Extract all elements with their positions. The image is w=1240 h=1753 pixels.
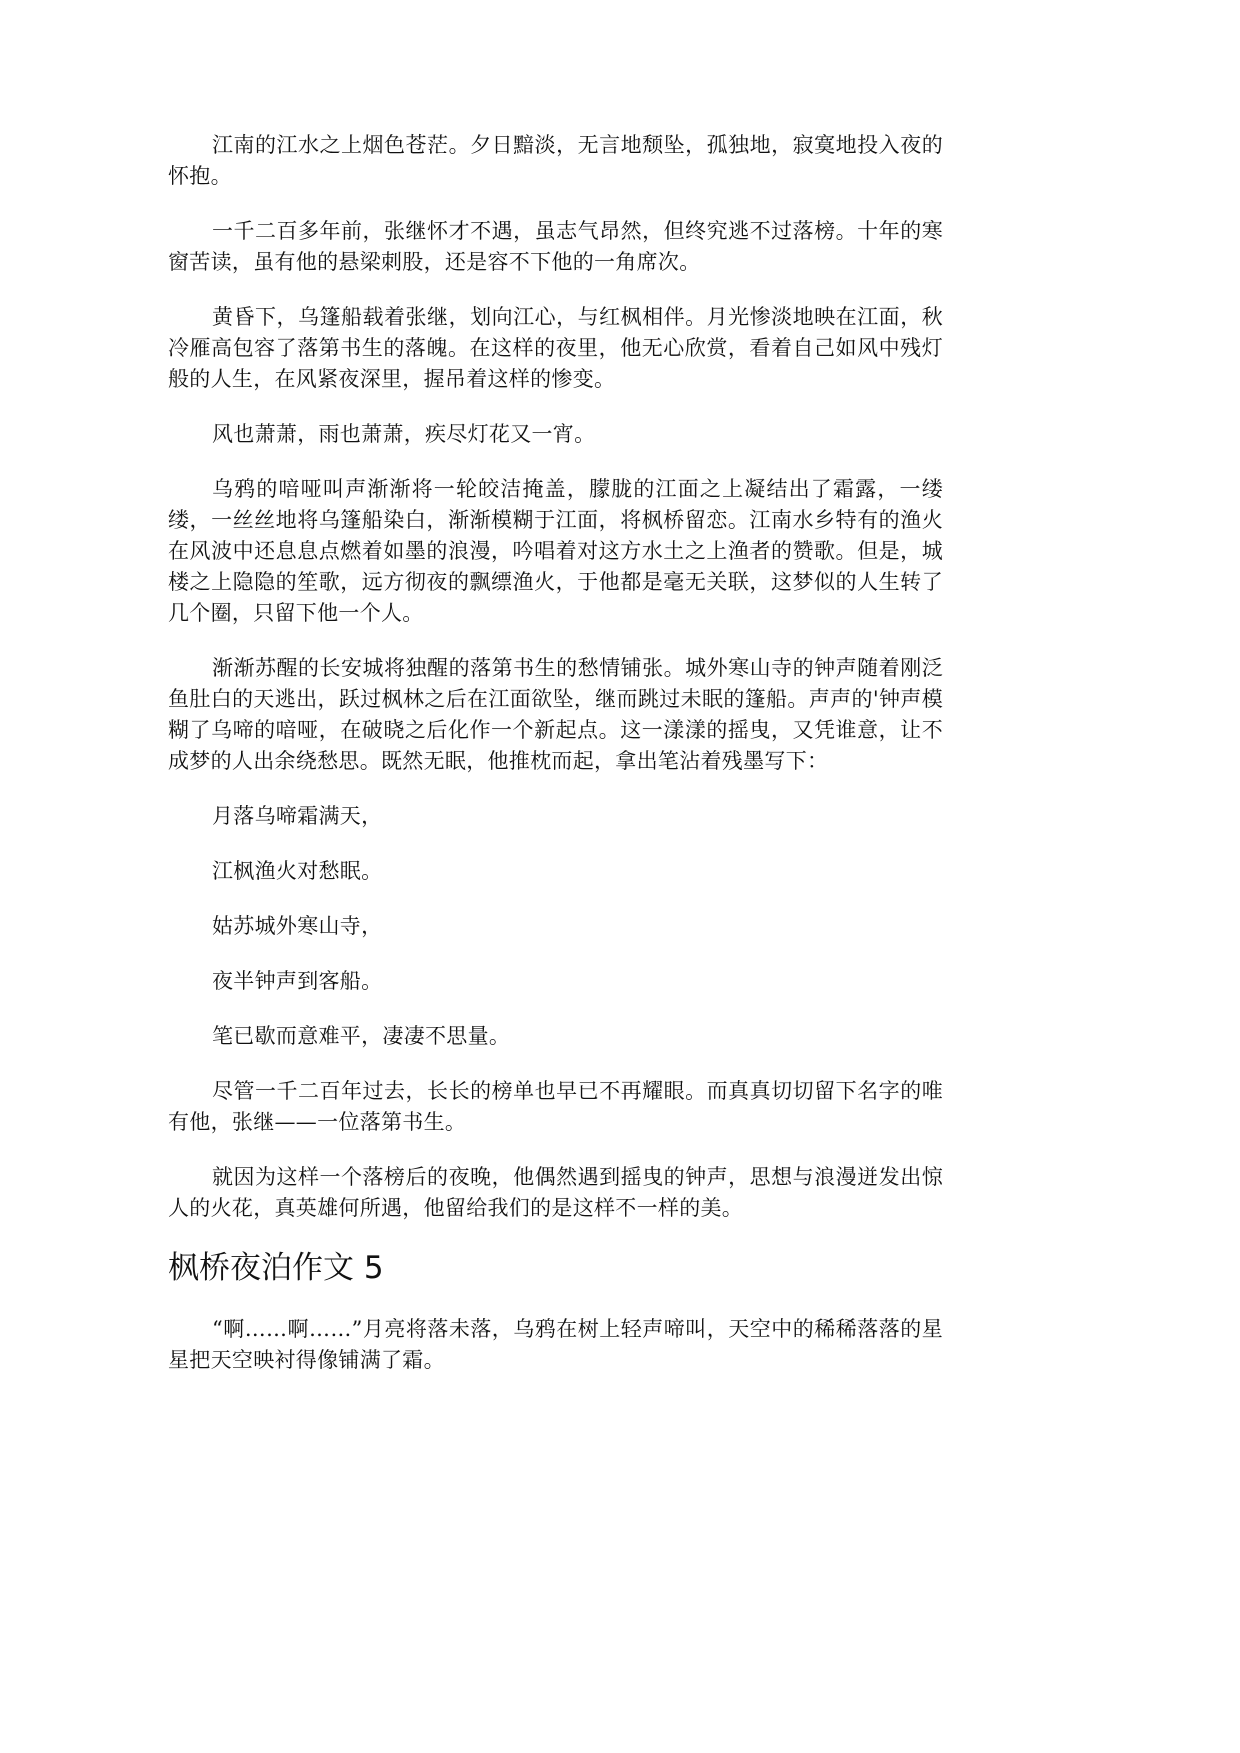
section-body [168,1314,943,1376]
paragraph: 就因为这样一个落榜后的夜晚，他偶然遇到摇曳的钟声，思想与浪漫迸发出惊人的火花，真英雄何所遇，他留给我们的是这样不一样的美。 [168,1165,943,1220]
document-page [168,130,943,1400]
paragraph: 乌鸦的喑哑叫声渐渐将一轮皎洁掩盖，朦胧的江面之上凝结出了霜露，一缕缕，一丝丝地将乌篷船染白，渐渐模糊于江面，将枫桥留恋。江南水乡特有的渔火在风波中还息息点燃着如墨的浪漫，吟唱着对这方水土之上渔者的赞歌。但是，城楼之上隐隐的笙歌，远方彻夜的飘缥渔火，于他都是毫无关联，这梦似的人生转了几个圈，只留下他一个人。 [168,477,943,625]
paragraph: 渐渐苏醒的长安城将独醒的落第书生的愁情铺张。城外寒山寺的钟声随着刚泛鱼肚白的天逃出，跃过枫林之后在江面欲坠，继而跳过未眠的篷船。声声的'钟声模糊了乌啼的喑哑，在破晓之后化作一个新起点。这一漾漾的摇曳，又凭谁意，让不成梦的人出余绕愁思。既然无眠，他推枕而起，拿出笔沾着残墨写下： [168,656,943,773]
paragraph: 江南的江水之上烟色苍茫。夕日黯淡，无言地颓坠，孤独地，寂寞地投入夜的怀抱。 [168,133,943,188]
paragraph: 黄昏下，乌篷船载着张继，划向江心，与红枫相伴。月光惨淡地映在江面，秋冷雁高包容了落第书生的落魄。在这样的夜里，他无心欣赏，看着自己如风中残灯般的人生，在风紧夜深里，握吊着这样的惨变。 [168,305,943,391]
poem-line: 月落乌啼霜满天， [212,804,383,828]
section-heading: 枫桥夜泊作文 5 [168,1250,384,1286]
poem-line: 江枫渔火对愁眠。 [212,859,383,883]
paragraph: 一千二百多年前，张继怀才不遇，虽志气昂然，但终究逃不过落榜。十年的寒窗苦读，虽有他的悬梁刺股，还是容不下他的一角席次。 [168,219,943,274]
paragraph: 笔已歇而意难平，凄凄不思量。 [212,1024,511,1048]
poem-line: 姑苏城外寒山寺， [212,914,383,938]
poem-line: 夜半钟声到客船。 [212,969,383,993]
paragraph: 风也萧萧，雨也萧萧，疾尽灯花又一宵。 [212,422,596,446]
paragraph: 尽管一千二百年过去，长长的榜单也早已不再耀眼。而真真切切留下名字的唯有他，张继——一位落第书生。 [168,1079,943,1134]
paragraph: “啊……啊……”月亮将落未落，乌鸦在树上轻声啼叫，天空中的稀稀落落的星星把天空映衬得像铺满了霜。 [168,1317,943,1372]
